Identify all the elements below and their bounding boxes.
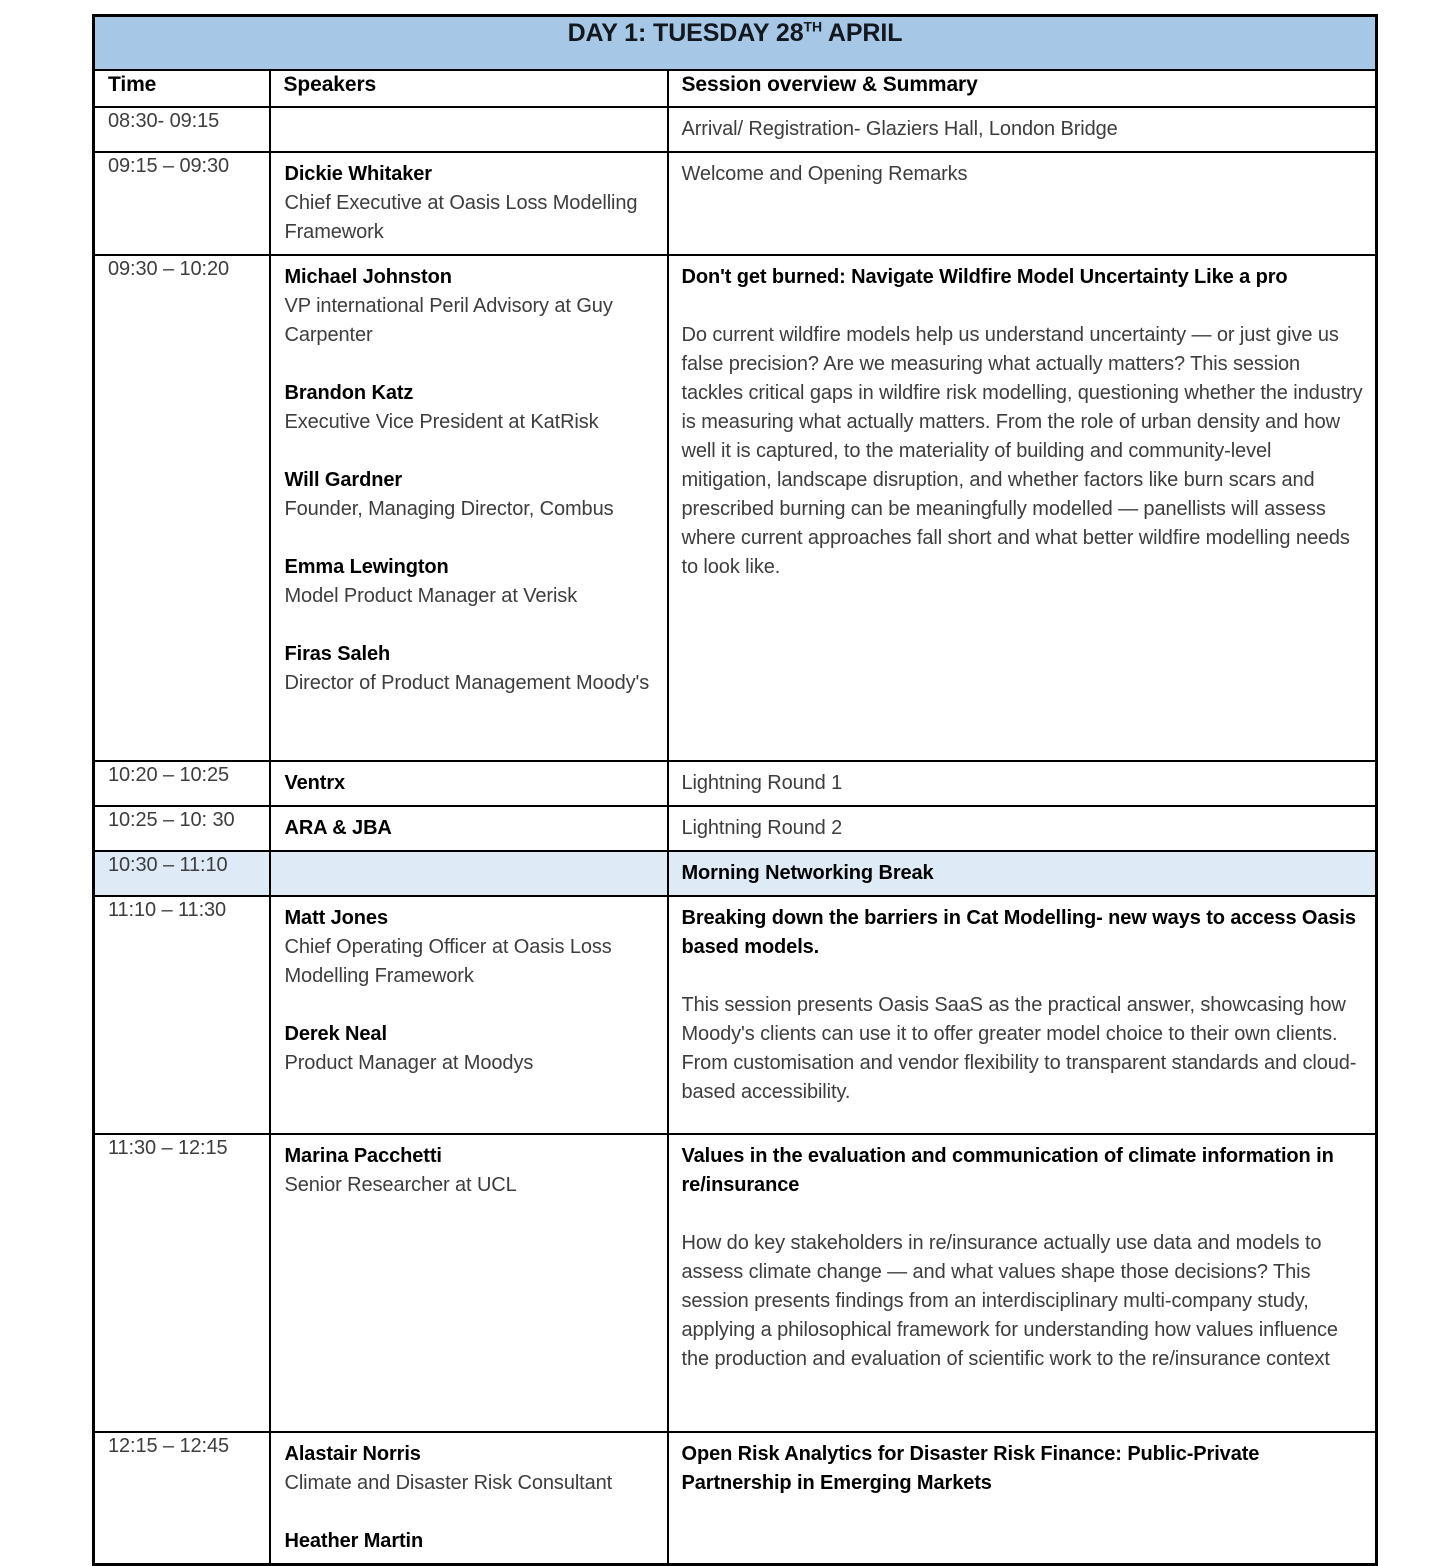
speaker-name: Marina Pacchetti: [284, 1144, 442, 1167]
speaker-role: Executive Vice President at KatRisk: [284, 410, 599, 433]
speakers-cell: [270, 255, 668, 761]
session-body: This session presents Oasis SaaS as the practical answer, showcasing how Moody's clients can use it to offer greater model choice to their own clients. From customisation and vendor flexibility to transparent standards and cloud-based accessibility.: [681, 993, 1357, 1103]
session-body: How do key stakeholders in re/insurance actually use data and models to assess climate change — and what values shape those decisions? This session presents findings from an interdisciplinary multi-company study, applying a philosophical framework for understanding how values influence the production and evaluation of scientific work to the re/insurance context: [681, 1231, 1338, 1370]
column-header-row: [94, 70, 1377, 107]
table-row: [94, 1134, 1377, 1432]
speaker-name: Will Gardner: [284, 468, 403, 491]
day-title-ordinal: TH: [803, 18, 822, 35]
speakers-cell: [270, 1134, 668, 1432]
speaker: [285, 263, 657, 350]
table-row: [94, 107, 1377, 152]
session-cell: [668, 896, 1377, 1134]
speaker-name: Heather Martin: [284, 1529, 424, 1552]
speaker: [285, 160, 657, 247]
table-row: [94, 152, 1377, 255]
session-cell: [668, 851, 1377, 896]
time-cell: 10:20 – 10:25: [94, 761, 270, 806]
session-cell: [668, 152, 1377, 255]
speaker-name: Emma Lewington: [284, 555, 449, 578]
session-body: Arrival/ Registration- Glaziers Hall, London Bridge: [681, 117, 1118, 140]
speaker-role: Climate and Disaster Risk Consultant: [284, 1471, 613, 1494]
session-cell: [668, 255, 1377, 761]
session-cell: [668, 1432, 1377, 1565]
session-body: Lightning Round 2: [681, 816, 843, 839]
session-cell: [668, 761, 1377, 806]
speaker-name: Brandon Katz: [284, 381, 414, 404]
session-cell: [668, 1134, 1377, 1432]
session-title: Don't get burned: Navigate Wildfire Model Uncertainty Like a pro: [681, 265, 1288, 288]
session-title: Morning Networking Break: [681, 861, 934, 884]
speaker-name: Michael Johnston: [284, 265, 452, 288]
speaker-name: Matt Jones: [284, 906, 388, 929]
speaker-role: Founder, Managing Director, Combus: [284, 497, 614, 520]
table-row: [94, 806, 1377, 851]
time-cell: 09:30 – 10:20: [94, 255, 270, 761]
speaker-role: Director of Product Management Moody's: [284, 671, 650, 694]
speaker-role: Chief Executive at Oasis Loss Modelling Framework: [284, 191, 638, 243]
speaker: [285, 1142, 657, 1200]
time-cell: 10:25 – 10: 30: [94, 806, 270, 851]
speaker: [285, 640, 657, 698]
speaker: [285, 1527, 657, 1556]
time-cell: 11:10 – 11:30: [94, 896, 270, 1134]
speaker: [285, 904, 657, 991]
table-row: [94, 1432, 1377, 1565]
speakers-cell: [270, 896, 668, 1134]
header-session: Session overview & Summary: [668, 70, 1377, 107]
time-cell: 11:30 – 12:15: [94, 1134, 270, 1432]
header-speakers: Speakers: [270, 70, 668, 107]
table-row: [94, 255, 1377, 761]
speakers-cell: [270, 1432, 668, 1565]
session-cell: [668, 806, 1377, 851]
speaker-role: Product Manager at Moodys: [284, 1051, 534, 1074]
session-title: Open Risk Analytics for Disaster Risk Finance: Public-Private Partnership in Emerging Markets: [681, 1442, 1260, 1494]
day-title-suffix: APRIL: [821, 19, 903, 47]
session-body: Lightning Round 1: [681, 771, 843, 794]
table-row: [94, 761, 1377, 806]
speaker-name: Ventrx: [284, 771, 346, 794]
agenda-table: [92, 14, 1378, 1566]
speaker: [285, 769, 657, 798]
speakers-cell: [270, 761, 668, 806]
speaker-role: VP international Peril Advisory at Guy Carpenter: [284, 294, 613, 346]
speaker-role: Senior Researcher at UCL: [284, 1173, 517, 1196]
speaker: [285, 814, 657, 843]
speaker: [285, 379, 657, 437]
speaker-role: Chief Operating Officer at Oasis Loss Modelling Framework: [284, 935, 612, 987]
speaker-name: ARA & JBA: [284, 816, 392, 839]
time-cell: 08:30- 09:15: [94, 107, 270, 152]
day-title: [94, 16, 1377, 70]
speaker-name: Alastair Norris: [284, 1442, 421, 1465]
speakers-cell: [270, 806, 668, 851]
speakers-cell: [270, 152, 668, 255]
table-row: [94, 896, 1377, 1134]
session-cell: [668, 107, 1377, 152]
day-title-row: [94, 16, 1377, 70]
speakers-cell: [270, 851, 668, 896]
speaker-name: Dickie Whitaker: [284, 162, 432, 185]
speaker: [285, 466, 657, 524]
speaker: [285, 1440, 657, 1498]
speakers-cell: [270, 107, 668, 152]
time-cell: 09:15 – 09:30: [94, 152, 270, 255]
time-cell: 10:30 – 11:10: [94, 851, 270, 896]
speaker: [285, 553, 657, 611]
time-cell: 12:15 – 12:45: [94, 1432, 270, 1565]
header-time: Time: [94, 70, 270, 107]
session-body: Welcome and Opening Remarks: [681, 162, 968, 185]
speaker: [285, 1020, 657, 1078]
day-title-prefix: DAY 1: TUESDAY 28: [567, 19, 804, 47]
speaker-name: Firas Saleh: [284, 642, 391, 665]
session-body: Do current wildfire models help us understand uncertainty — or just give us false precision? Are we measuring what actually matters? This session tackles critical gaps in wildfire risk modelling, questioning whether the industry is measuring what actually matters. From the role of urban density and how well it is captured, to the materiality of building and community-level mitigation, landscape disruption, and whether factors like burn scars and prescribed burning can be meaningfully modelled — panellists will assess where current approaches fall short and what better wildfire modelling needs to look like.: [681, 323, 1363, 578]
table-row-break: [94, 851, 1377, 896]
speaker-name: Derek Neal: [284, 1022, 387, 1045]
session-title: Values in the evaluation and communication of climate information in re/insurance: [681, 1144, 1334, 1196]
speaker-role: Model Product Manager at Verisk: [284, 584, 578, 607]
session-title: Breaking down the barriers in Cat Modelling- new ways to access Oasis based models.: [681, 906, 1356, 958]
